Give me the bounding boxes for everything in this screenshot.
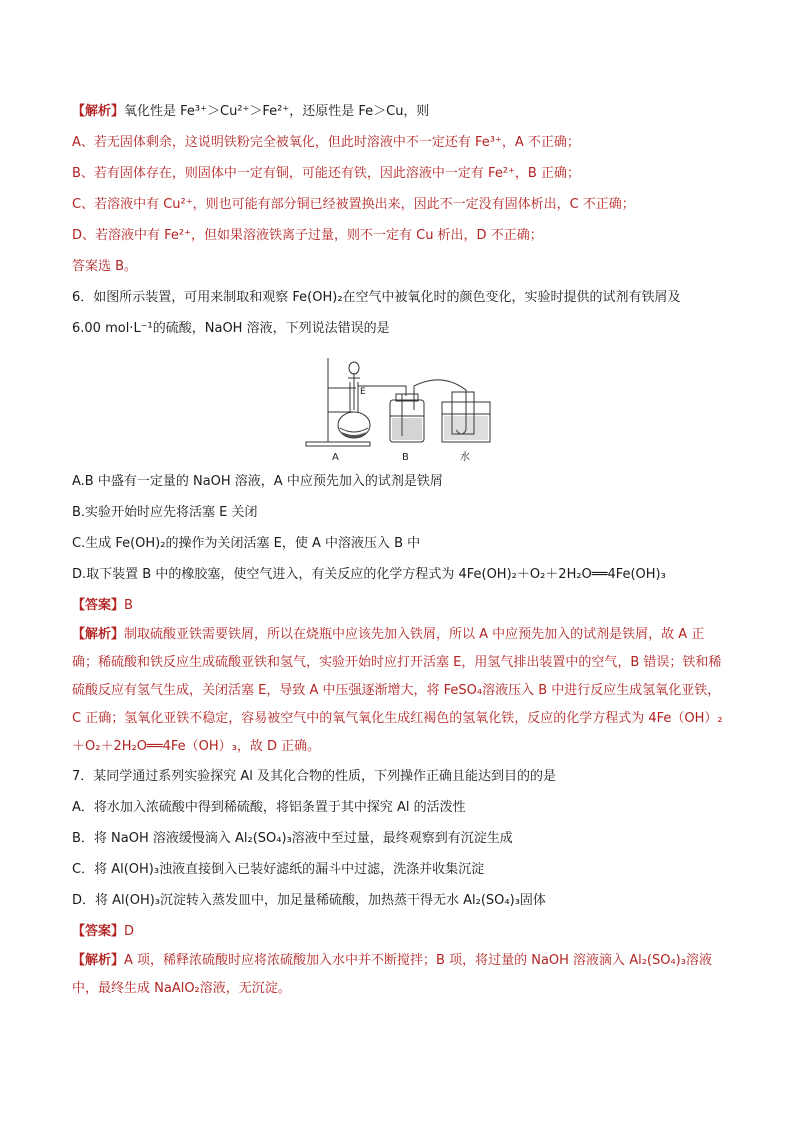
question-7-option-b: B．将 NaOH 溶液缓慢滴入 Al₂(SO₄)₃溶液中至过量，最终观察到有沉淀生成 [72, 831, 513, 846]
analysis-tag: 【解析】 [72, 104, 125, 119]
analysis-answer: 答案选 B。 [72, 259, 138, 274]
question-6-answer [72, 590, 724, 621]
answer-value: D [124, 924, 135, 939]
question-6-stem-1: 6．如图所示装置，可用来制取和观察 Fe(OH)₂在空气中被氧化时的颜色变化，实验时提供的试剂有铁屑及 [72, 290, 681, 305]
apparatus-figure [72, 350, 724, 466]
question-7-stem: 7．某同学通过系列实验探究 Al 及其化合物的性质，下列操作正确且能达到目的的是 [72, 769, 557, 784]
question-7-option-c: C．将 Al(OH)₃浊液直接倒入已装好滤纸的漏斗中过滤，洗涤并收集沉淀 [72, 862, 485, 877]
label-e: E [360, 387, 366, 397]
question-7-option-a: A．将水加入浓硫酸中得到稀硫酸，将铝条置于其中探究 Al 的活泼性 [72, 800, 466, 815]
answer-tag: 【答案】 [72, 598, 125, 613]
document-page [72, 96, 724, 1003]
analysis-text: A 项，稀释浓硫酸时应将浓硫酸加入水中并不断搅拌；B 项，将过量的 NaOH 溶液滴入 Al₂(SO₄)₃溶液中，最终生成 NaAlO₂溶液，无沉淀。 [72, 953, 712, 996]
analysis-option-d: D、若溶液中有 Fe²⁺，但如果溶液铁离子过量，则不一定有 Cu 析出，D 不正确； [72, 228, 543, 243]
analysis-head-text: 氧化性是 Fe³⁺＞Cu²⁺＞Fe²⁺，还原性是 Fe＞Cu，则 [124, 104, 430, 119]
analysis-option-b: B、若有固体存在，则固体中一定有铜，可能还有铁，因此溶液中一定有 Fe²⁺，B 正确； [72, 166, 580, 181]
label-b: B [402, 452, 409, 462]
analysis-option-c: C、若溶液中有 Cu²⁺，则也可能有部分铜已经被置换出来，因此不一定没有固体析出，C 不正确； [72, 197, 635, 212]
label-water: 水 [460, 452, 470, 462]
analysis-tag: 【解析】 [72, 627, 125, 642]
answer-value: B [124, 598, 133, 613]
label-a: A [332, 452, 339, 462]
question-7-answer [72, 916, 724, 947]
question-6-option-c: C.生成 Fe(OH)₂的操作为关闭活塞 E，使 A 中溶液压入 B 中 [72, 536, 421, 551]
question-7-analysis [72, 947, 724, 1003]
question-6-option-b: B.实验开始时应先将活塞 E 关闭 [72, 505, 258, 520]
analysis-text: 制取硫酸亚铁需要铁屑，所以在烧瓶中应该先加入铁屑，所以 A 中应预先加入的试剂是铁屑，故 A 正确；稀硫酸和铁反应生成硫酸亚铁和氢气，实验开始时应打开活塞 E，用氢气排出装置中的空气，B 错误；铁和稀硫酸反应有氢气生成，关闭活塞 E，导致 A 中压强逐渐增大，将 FeSO₄溶液压入 B 中进行反应生成氢氧化亚铁，C 正确；氢氧化亚铁不稳定，容易被空气中的氧气氧化生成红褐色的氢氧化铁，反应的化学方程式为 4Fe（OH）₂＋O₂＋2H₂O══4Fe（OH）₃，故 D 正确。 [72, 627, 723, 754]
question-6-analysis [72, 621, 724, 761]
analysis-head [72, 96, 724, 127]
analysis-option-a: A、若无固体剩余，这说明铁粉完全被氧化，但此时溶液中不一定还有 Fe³⁺，A 不正确； [72, 135, 580, 150]
question-6-stem-2: 6.00 mol·L⁻¹的硫酸，NaOH 溶液，下列说法错误的是 [72, 321, 390, 336]
answer-tag: 【答案】 [72, 924, 125, 939]
question-6-option-a: A.B 中盛有一定量的 NaOH 溶液，A 中应预先加入的试剂是铁屑 [72, 474, 443, 489]
apparatus-diagram [302, 350, 502, 462]
analysis-tag: 【解析】 [72, 953, 125, 968]
question-6-option-d: D.取下装置 B 中的橡胶塞，使空气进入，有关反应的化学方程式为 4Fe(OH)₂＋O₂＋2H₂O══4Fe(OH)₃ [72, 567, 666, 582]
question-7-option-d: D．将 Al(OH)₃沉淀转入蒸发皿中，加足量稀硫酸，加热蒸干得无水 Al₂(SO₄)₃固体 [72, 893, 546, 908]
